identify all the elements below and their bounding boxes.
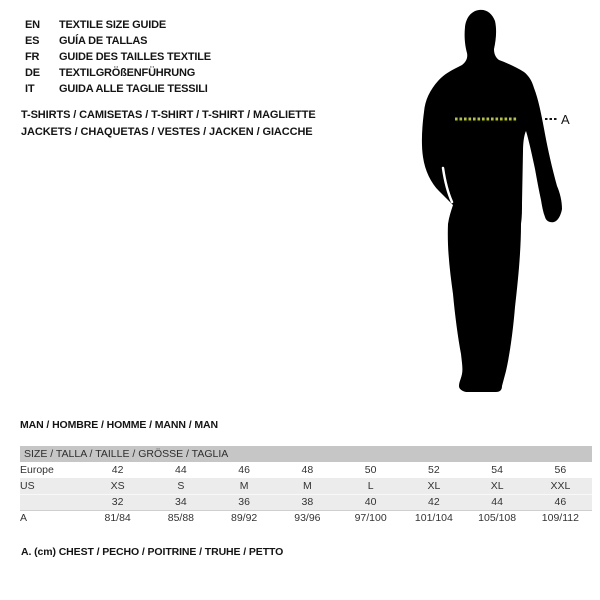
- size-cell: 50: [364, 464, 377, 476]
- language-row-de: [25, 65, 211, 81]
- size-table: [20, 446, 592, 526]
- category-line-tshirts: T-SHIRTS / CAMISETAS / T-SHIRT / T-SHIRT / MAGLIETTE: [21, 109, 316, 121]
- size-cell: XL: [402, 478, 465, 494]
- category-line-jackets: JACKETS / CHAQUETAS / VESTES / JACKEN / GIACCHE: [21, 126, 313, 138]
- language-code: DE: [25, 67, 40, 79]
- size-cell: 46: [529, 494, 592, 510]
- size-cell: 89/92: [230, 512, 258, 525]
- size-cell: 32: [86, 494, 149, 510]
- size-cell: S: [149, 478, 212, 494]
- table-row-chest-a: [20, 510, 592, 526]
- section-heading-man: MAN / HOMBRE / HOMME / MANN / MAN: [20, 419, 218, 431]
- size-cell: XL: [466, 478, 529, 494]
- size-cell: 34: [149, 494, 212, 510]
- table-header-row: [20, 446, 592, 462]
- language-title: GUÍA DE TALLAS: [59, 35, 148, 47]
- language-row-it: [25, 81, 211, 97]
- size-cell: M: [276, 478, 339, 494]
- language-title: TEXTILGRÖßENFÜHRUNG: [59, 67, 196, 79]
- size-cell: 85/88: [167, 512, 195, 525]
- size-cell: 105/108: [478, 512, 517, 525]
- size-cell: 81/84: [104, 512, 131, 525]
- language-title: TEXTILE SIZE GUIDE: [59, 19, 167, 31]
- size-cell: 42: [111, 464, 124, 476]
- row-label: US: [20, 478, 86, 494]
- language-title: GUIDE DES TAILLES TEXTILE: [59, 51, 211, 63]
- man-silhouette: [395, 2, 590, 400]
- size-cell: M: [213, 478, 276, 494]
- size-cell: XS: [86, 478, 149, 494]
- language-row-fr: [25, 49, 211, 65]
- size-cell: 44: [466, 494, 529, 510]
- size-cell: 42: [402, 494, 465, 510]
- language-title: GUIDA ALLE TAGLIE TESSILI: [59, 83, 208, 95]
- table-row-secondary: [20, 494, 592, 510]
- size-cell: 93/96: [294, 512, 321, 525]
- row-label: A: [20, 512, 28, 525]
- man-figure: [395, 2, 590, 400]
- size-cell: XXL: [529, 478, 592, 494]
- table-row-us: [20, 478, 592, 494]
- language-code: EN: [25, 19, 40, 31]
- table-header: SIZE / TALLA / TAILLE / GRÖSSE / TAGLIA: [20, 446, 592, 462]
- size-cell: 52: [428, 464, 440, 476]
- row-label: [20, 494, 86, 510]
- language-code: IT: [25, 83, 35, 95]
- measure-footnote: A. (cm) CHEST / PECHO / POITRINE / TRUHE / PETTO: [21, 546, 284, 558]
- language-code: ES: [25, 35, 40, 47]
- size-cell: 48: [301, 464, 314, 476]
- measure-label-a: A: [561, 112, 570, 127]
- size-cell: 40: [339, 494, 402, 510]
- size-cell: 38: [276, 494, 339, 510]
- size-cell: 44: [175, 464, 187, 476]
- language-row-es: [25, 33, 211, 49]
- size-cell: 54: [491, 464, 503, 476]
- size-cell: 109/112: [541, 512, 579, 525]
- size-cell: 101/104: [414, 512, 453, 525]
- language-code: FR: [25, 51, 40, 63]
- row-label: Europe: [20, 464, 54, 476]
- category-block: [21, 107, 316, 141]
- size-cell: L: [339, 478, 402, 494]
- size-cell: 36: [213, 494, 276, 510]
- size-cell: 46: [238, 464, 250, 476]
- language-list: [25, 17, 211, 97]
- size-cell: 56: [554, 464, 567, 476]
- man-silhouette-body: [422, 10, 562, 392]
- language-row-en: [25, 17, 211, 33]
- size-cell: 97/100: [354, 512, 387, 525]
- table-row-europe: [20, 462, 592, 478]
